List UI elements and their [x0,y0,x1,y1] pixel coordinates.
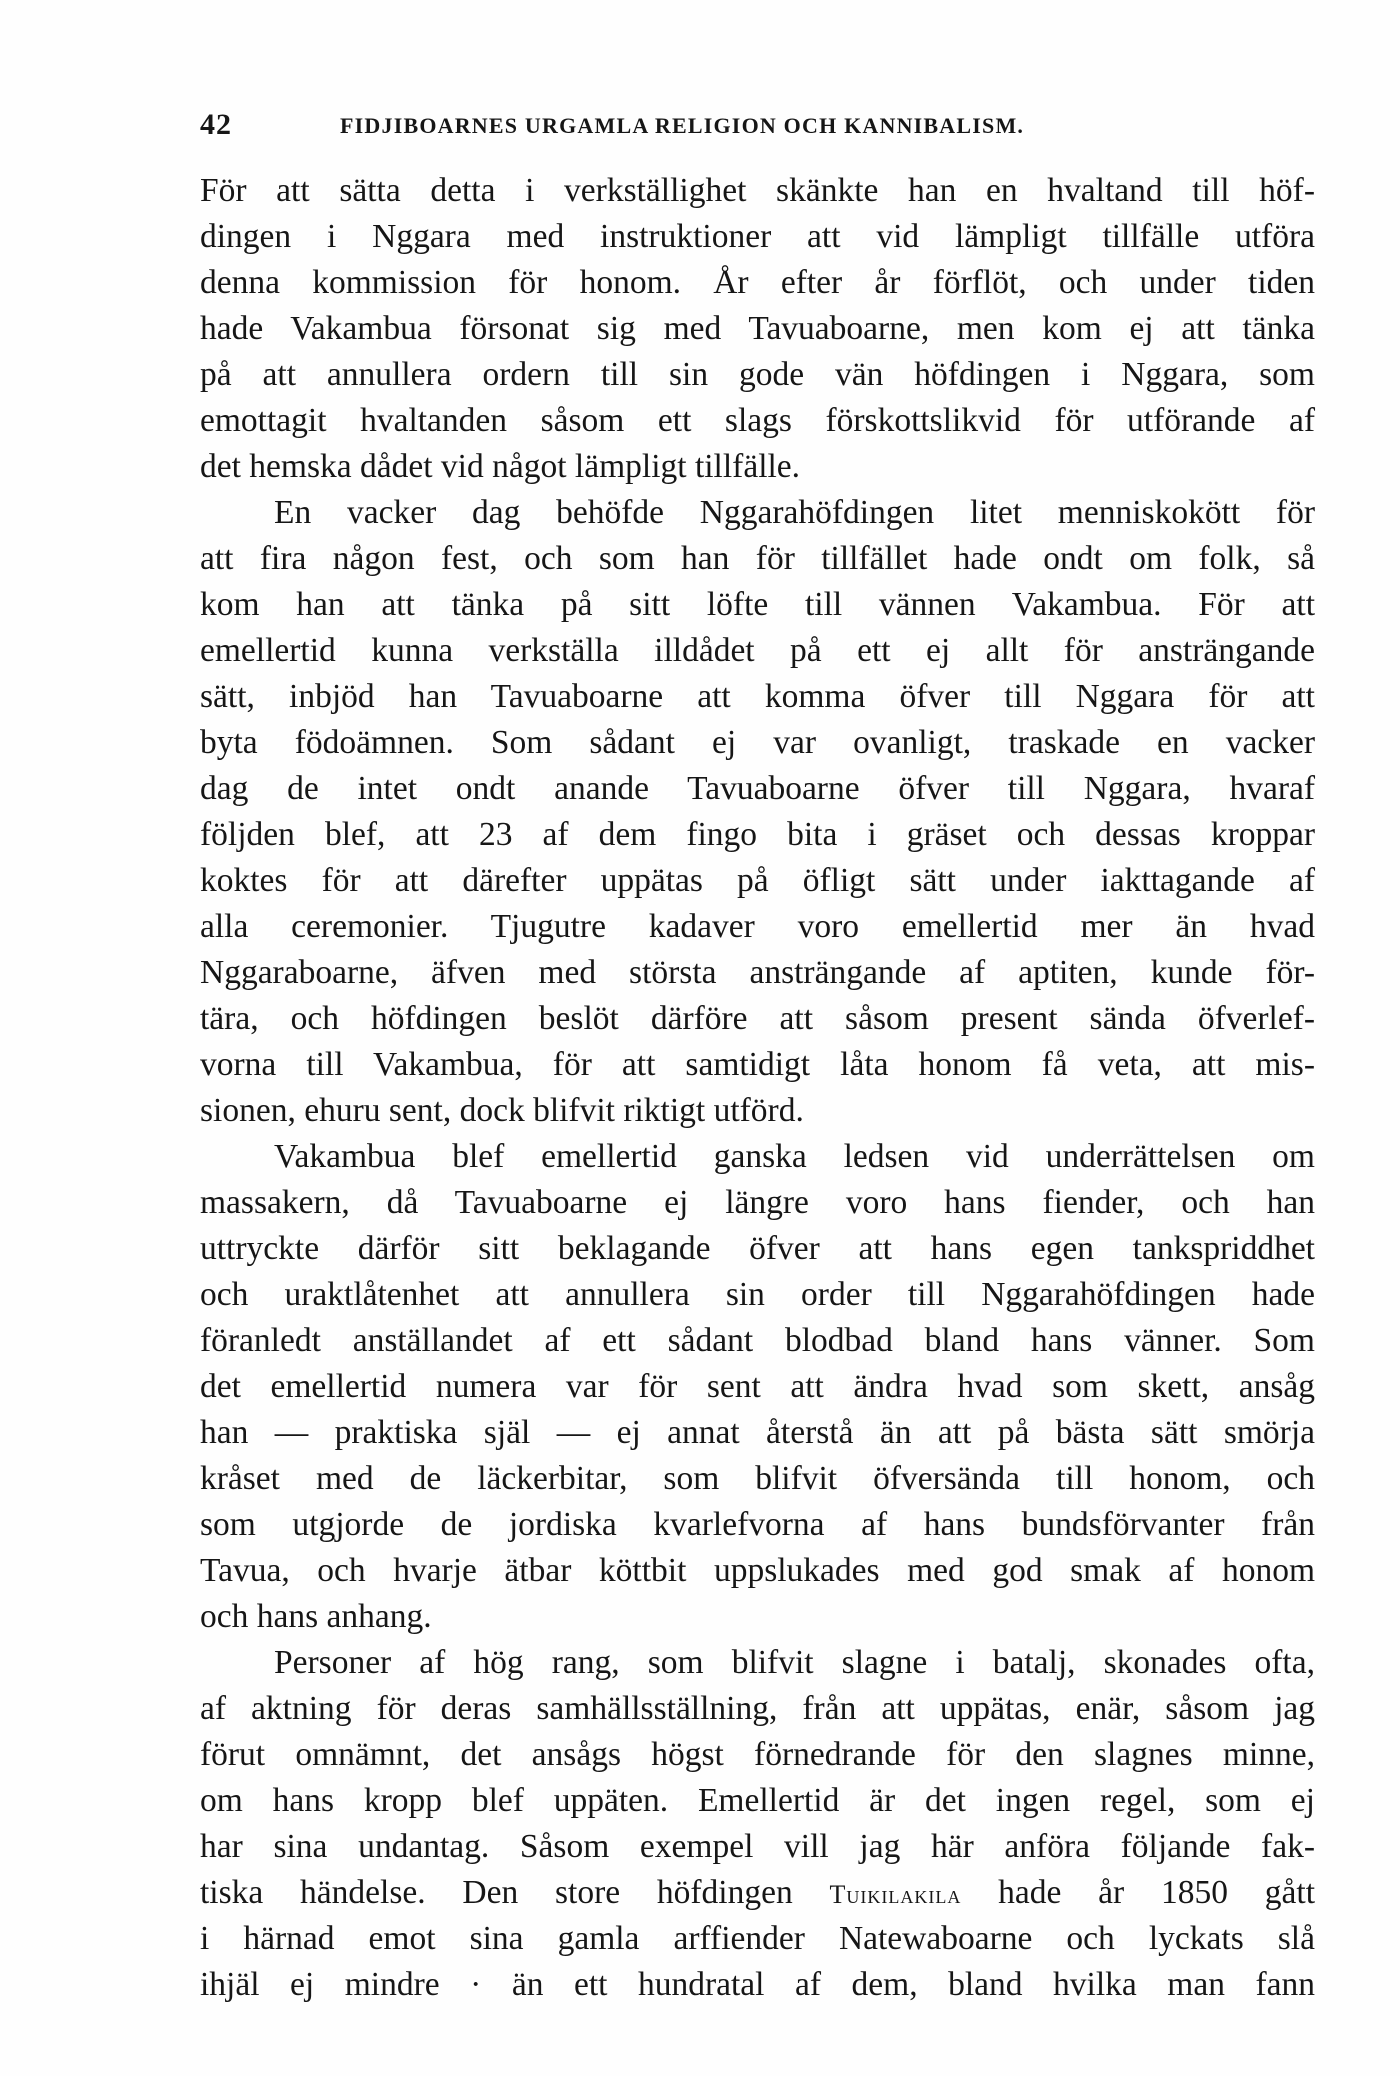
text-line: om hans kropp blef uppäten. Emellertid är det ingen regel, som ej [200,1782,1315,1819]
text-line: och hans anhang. [200,1598,432,1635]
text-line: Nggaraboarne, äfven med största ansträngande af aptiten, kunde för- [200,954,1315,991]
text-line: dag de intet ondt anande Tavuaboarne öfver till Nggara, hvaraf [200,770,1315,807]
text-line: följden blef, att 23 af dem fingo bita i gräset och dessas kroppar [200,816,1315,853]
body-text [200,168,1315,2008]
text-line: massakern, då Tavuaboarne ej längre voro hans fiender, och han [200,1184,1315,1221]
text-line: emellertid kunna verkställa illdådet på ett ej allt för ansträngande [200,632,1315,669]
text-line: att fira någon fest, och som han för tillfället hade ondt om folk, så [200,540,1315,577]
text-line: han — praktiska själ — ej annat återstå än att på bästa sätt smörja [200,1414,1315,1451]
text-line: som utgjorde de jordiska kvarlefvorna af hans bundsförvanter från [200,1506,1315,1543]
text-line: af aktning för deras samhällsställning, från att uppätas, enär, såsom jag [200,1690,1315,1727]
text-line: i härnad emot sina gamla arffiender Natewaboarne och lyckats slå [200,1920,1315,1957]
text-line: förut omnämnt, det ansågs högst förnedrande för den slagnes minne, [200,1736,1315,1773]
text-line: på att annullera ordern till sin gode vän höfdingen i Nggara, som [200,356,1315,393]
text-line-start: tiska händelse. Den store höfdingen [200,1874,830,1911]
text-line [200,1870,1315,1916]
text-line: hade Vakambua försonat sig med Tavuaboarne, men kom ej att tänka [200,310,1315,347]
text-line: En vacker dag behöfde Nggarahöfdingen litet menniskokött för [274,494,1315,531]
text-line-end: hade år 1850 gått [961,1874,1315,1911]
text-line: uttryckte därför sitt beklagande öfver att hans egen tankspriddhet [200,1230,1315,1267]
text-line: För att sätta detta i verkställighet skänkte han en hvaltand till höf- [200,172,1315,209]
text-line: Tavua, och hvarje ätbar köttbit uppslukades med god smak af honom [200,1552,1315,1589]
text-line: alla ceremonier. Tjugutre kadaver voro emellertid mer än hvad [200,908,1315,945]
text-line: byta födoämnen. Som sådant ej var ovanligt, traskade en vacker [200,724,1315,761]
running-head [200,108,1310,148]
text-line: denna kommission för honom. År efter år förflöt, och under tiden [200,264,1315,301]
text-line: dingen i Nggara med instruktioner att vid lämpligt tillfälle utföra [200,218,1315,255]
text-line: föranledt anställandet af ett sådant blodbad bland hans vänner. Som [200,1322,1315,1359]
text-line: vorna till Vakambua, för att samtidigt låta honom få veta, att mis- [200,1046,1315,1083]
text-line: kråset med de läckerbitar, som blifvit öfversända till honom, och [200,1460,1315,1497]
text-line: sätt, inbjöd han Tavuaboarne att komma öfver till Nggara för att [200,678,1315,715]
text-line: har sina undantag. Såsom exempel vill jag här anföra följande fak- [200,1828,1315,1865]
text-line: det emellertid numera var för sent att ändra hvad som skett, ansåg [200,1368,1315,1405]
text-line: sionen, ehuru sent, dock blifvit riktigt utförd. [200,1092,804,1129]
text-line: Personer af hög rang, som blifvit slagne i batalj, skonades ofta, [274,1644,1315,1681]
text-line: tära, och höfdingen beslöt därföre att såsom present sända öfverlef- [200,1000,1315,1037]
text-line: det hemska dådet vid något lämpligt tillfälle. [200,448,801,485]
text-line: Vakambua blef emellertid ganska ledsen vid underrättelsen om [274,1138,1315,1175]
page-number: 42 [200,108,232,141]
text-line: koktes för att därefter uppätas på öfligt sätt under iakttagande af [200,862,1315,899]
text-line: ihjäl ej mindre · än ett hundratal af dem, bland hvilka man fann [200,1966,1315,2003]
text-line: och uraktlåtenhet att annullera sin order till Nggarahöfdingen hade [200,1276,1315,1313]
running-title: FIDJIBOARNES URGAMLA RELIGION OCH KANNIBALISM. [340,113,1025,138]
chief-name: Tuikilakila [829,1880,962,1909]
text-line: emottagit hvaltanden såsom ett slags förskottslikvid för utförande af [200,402,1315,439]
text-line: kom han att tänka på sitt löfte till vännen Vakambua. För att [200,586,1315,623]
